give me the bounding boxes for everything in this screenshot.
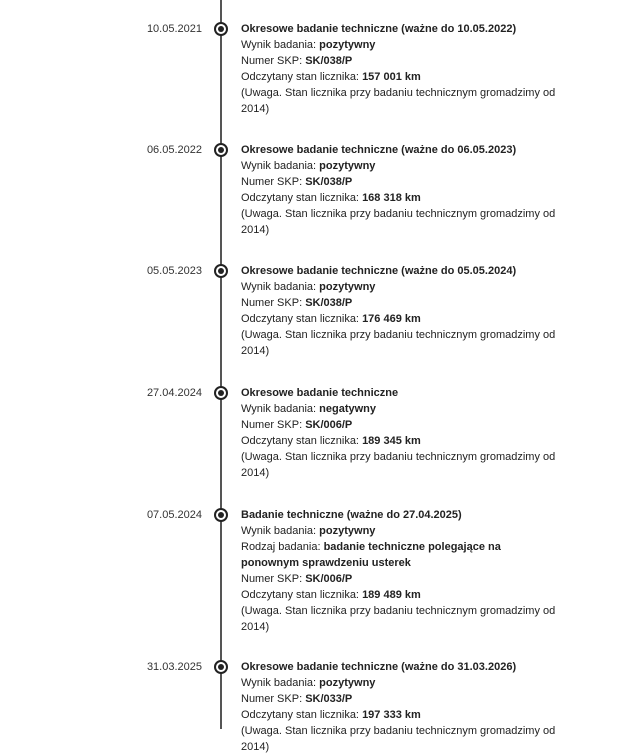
field-value: 176 469 km (362, 313, 421, 325)
field-label: Odczytany stan licznika: (241, 435, 363, 447)
field-label: Odczytany stan licznika: (241, 192, 363, 204)
entry-note: (Uwaga. Stan licznika przy badaniu technicznym gromadzimy od 2014) (241, 725, 556, 753)
entry-title: Okresowe badanie techniczne (ważne do 31.03.2026) (241, 661, 517, 673)
entry-details (241, 385, 561, 481)
field-label: Odczytany stan licznika: (241, 313, 363, 325)
field-label: Odczytany stan licznika: (241, 71, 363, 83)
timeline-marker-icon (214, 264, 228, 278)
field-value: pozytywny (319, 39, 376, 51)
field-label: Numer SKP: (241, 55, 306, 67)
entry-field-odometer (241, 433, 561, 449)
entry-field-odometer (241, 311, 561, 327)
entry-title: Okresowe badanie techniczne (ważne do 06.05.2023) (241, 144, 517, 156)
field-value: pozytywny (319, 281, 376, 293)
entry-field-skp (241, 174, 561, 190)
field-label: Wynik badania: (241, 160, 320, 172)
field-value: 189 489 km (362, 589, 421, 601)
field-value: badanie techniczne polegające na ponownym sprawdzeniu usterek (241, 541, 501, 569)
entry-date: 06.05.2022 (146, 144, 202, 156)
timeline-marker-icon (214, 22, 228, 36)
field-value: pozytywny (319, 160, 376, 172)
entry-field-skp (241, 571, 561, 587)
field-label: Wynik badania: (241, 677, 320, 689)
entry-note: (Uwaga. Stan licznika przy badaniu technicznym gromadzimy od 2014) (241, 329, 556, 357)
entry-title: Okresowe badanie techniczne (ważne do 10.05.2022) (241, 23, 517, 35)
entry-field-odometer (241, 587, 561, 603)
timeline-marker-icon (214, 386, 228, 400)
entry-date: 05.05.2023 (146, 265, 202, 277)
entry-details (241, 21, 561, 117)
field-label: Numer SKP: (241, 693, 306, 705)
entry-field-odometer (241, 190, 561, 206)
entry-field-odometer (241, 707, 561, 723)
timeline-marker-icon (214, 143, 228, 157)
entry-date: 10.05.2021 (146, 23, 202, 35)
field-label: Wynik badania: (241, 39, 320, 51)
entry-field-result (241, 158, 561, 174)
field-value: SK/006/P (305, 573, 353, 585)
field-label: Odczytany stan licznika: (241, 709, 363, 721)
timeline-marker-icon (214, 508, 228, 522)
field-label: Wynik badania: (241, 525, 320, 537)
field-label: Numer SKP: (241, 297, 306, 309)
entry-note: (Uwaga. Stan licznika przy badaniu technicznym gromadzimy od 2014) (241, 208, 556, 236)
entry-field-result (241, 401, 561, 417)
entry-field-skp (241, 691, 561, 707)
entry-field-odometer (241, 69, 561, 85)
entry-title: Okresowe badanie techniczne (ważne do 05.05.2024) (241, 265, 517, 277)
entry-title: Badanie techniczne (ważne do 27.04.2025) (241, 509, 462, 521)
field-value: negatywny (319, 403, 377, 415)
field-value: 197 333 km (362, 709, 421, 721)
field-value: SK/006/P (305, 419, 353, 431)
field-value: SK/038/P (305, 55, 353, 67)
field-value: pozytywny (319, 525, 376, 537)
field-label: Wynik badania: (241, 281, 320, 293)
field-value: SK/038/P (305, 297, 353, 309)
entry-field-type (241, 539, 561, 571)
entry-field-skp (241, 417, 561, 433)
field-value: 157 001 km (362, 71, 421, 83)
field-label: Numer SKP: (241, 176, 306, 188)
entry-title: Okresowe badanie techniczne (241, 387, 399, 399)
entry-details (241, 263, 561, 359)
field-value: SK/033/P (305, 693, 353, 705)
entry-field-skp (241, 295, 561, 311)
timeline-axis (220, 0, 222, 729)
entry-field-result (241, 279, 561, 295)
field-value: 189 345 km (362, 435, 421, 447)
field-label: Numer SKP: (241, 419, 306, 431)
entry-note: (Uwaga. Stan licznika przy badaniu technicznym gromadzimy od 2014) (241, 87, 556, 115)
entry-field-result (241, 675, 561, 691)
field-label: Odczytany stan licznika: (241, 589, 363, 601)
entry-note: (Uwaga. Stan licznika przy badaniu technicznym gromadzimy od 2014) (241, 451, 556, 479)
entry-details (241, 659, 561, 755)
field-value: 168 318 km (362, 192, 421, 204)
field-value: pozytywny (319, 677, 376, 689)
field-value: SK/038/P (305, 176, 353, 188)
field-label: Wynik badania: (241, 403, 320, 415)
entry-date: 31.03.2025 (146, 661, 202, 673)
entry-field-result (241, 523, 561, 539)
timeline-marker-icon (214, 660, 228, 674)
entry-details (241, 142, 561, 238)
entry-field-result (241, 37, 561, 53)
entry-date: 27.04.2024 (146, 387, 202, 399)
entry-details (241, 507, 561, 635)
entry-date: 07.05.2024 (146, 509, 202, 521)
field-label: Rodzaj badania: (241, 541, 324, 553)
entry-note: (Uwaga. Stan licznika przy badaniu technicznym gromadzimy od 2014) (241, 605, 556, 633)
field-label: Numer SKP: (241, 573, 306, 585)
entry-field-skp (241, 53, 561, 69)
